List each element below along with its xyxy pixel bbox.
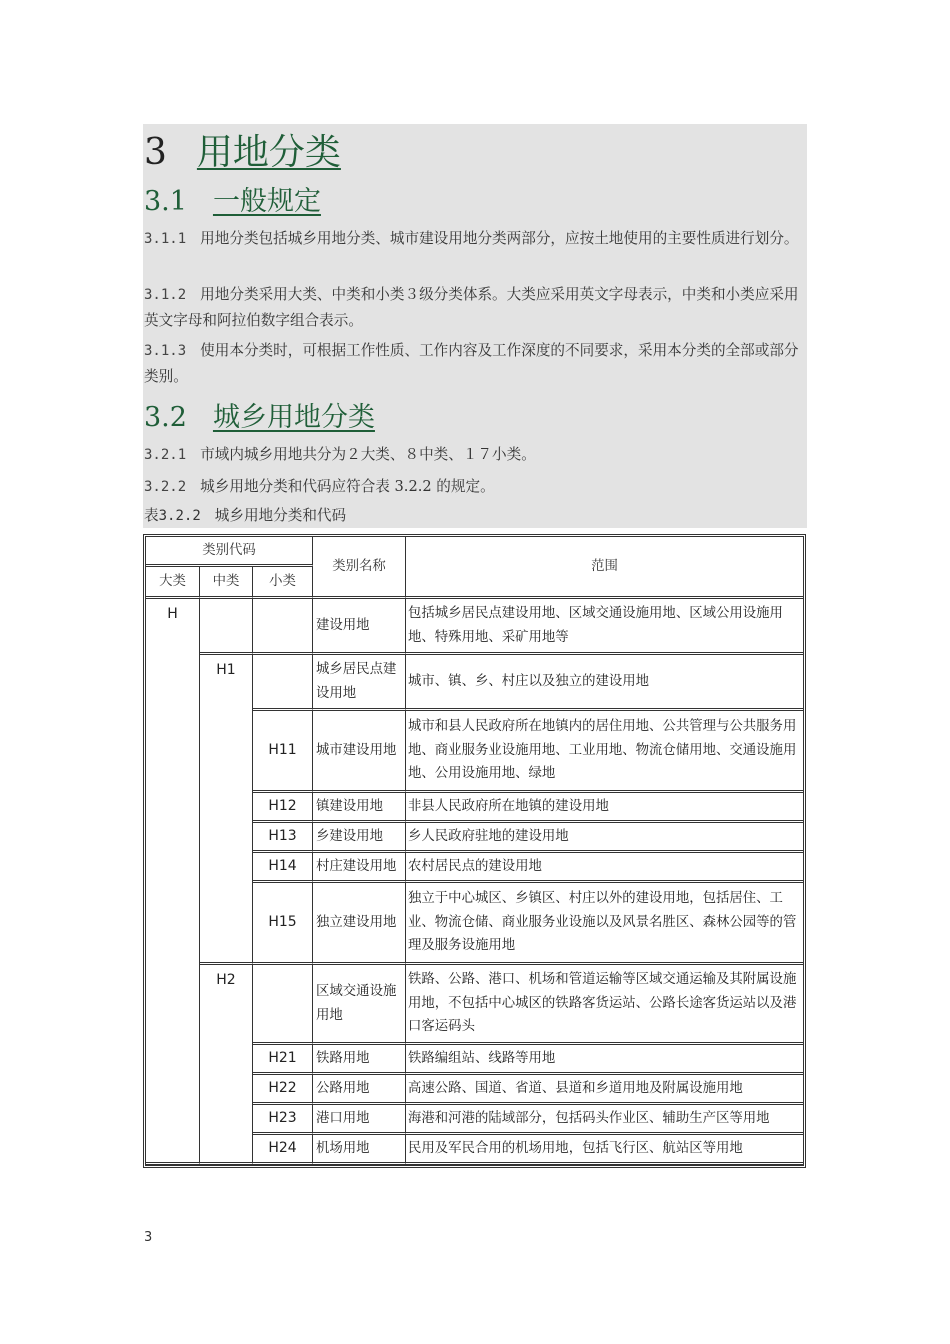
table-row: [146, 965, 803, 1045]
category-name-cell: 乡建设用地: [313, 823, 406, 853]
minor-code-cell: H13: [253, 823, 313, 853]
table-header-row: [146, 537, 803, 567]
name-header: 类别名称: [313, 537, 406, 599]
category-name-cell: 建设用地: [313, 599, 406, 655]
range-cell: 高速公路、国道、省道、县道和乡道用地及附属设施用地: [406, 1075, 803, 1105]
medium-header: 中类: [200, 567, 253, 599]
empty-cell: [200, 599, 253, 655]
range-cell: 包括城乡居民点建设用地、区域交通设施用地、区域公用设施用地、特殊用地、采矿用地等: [406, 599, 803, 655]
empty-cell: [253, 655, 313, 711]
medium-code-cell: H2: [200, 965, 253, 1165]
medium-code-cell: H1: [200, 655, 253, 965]
table-caption-prefix: 表: [144, 507, 159, 524]
chapter-title[interactable]: 用地分类: [196, 132, 341, 173]
clause-number: 3.1.2: [144, 287, 187, 303]
clause-text: 用地分类包括城乡用地分类、城市建设用地分类两部分，应按土地使用的主要性质进行划分。: [200, 230, 799, 247]
minor-code-cell: H22: [253, 1075, 313, 1105]
major-code-cell: H: [146, 599, 200, 1165]
minor-code-cell: H11: [253, 711, 313, 793]
empty-cell: [253, 965, 313, 1045]
clause-3-2-2: [144, 474, 808, 500]
clause-text: 城乡用地分类和代码应符合表 3.2.2 的规定。: [200, 478, 495, 495]
range-cell: 农村居民点的建设用地: [406, 853, 803, 883]
range-cell: 城市、镇、乡、村庄以及独立的建设用地: [406, 655, 803, 711]
clause-text: 用地分类采用大类、中类和小类３级分类体系。大类应采用英文字母表示，中类和小类应采用英文字母和阿拉伯数字组合表示。: [144, 286, 799, 329]
range-cell: 独立于中心城区、乡镇区、村庄以外的建设用地，包括居住、工业、物流仓储、商业服务业设施以及风景名胜区、森林公园等的管理及服务设施用地: [406, 883, 803, 965]
range-cell: 铁路、公路、港口、机场和管道运输等区域交通运输及其附属设施用地，不包括中心城区的铁路客货运站、公路长途客货运站以及港口客运码头: [406, 965, 803, 1045]
range-cell: 城市和县人民政府所在地镇内的居住用地、公共管理与公共服务用地、商业服务业设施用地、工业用地、物流仓储用地、交通设施用地、公用设施用地、绿地: [406, 711, 803, 793]
range-cell: 铁路编组站、线路等用地: [406, 1045, 803, 1075]
category-name-cell: 城乡居民点建设用地: [313, 655, 406, 711]
section-title[interactable]: 一般规定: [212, 186, 321, 217]
category-name-cell: 独立建设用地: [313, 883, 406, 965]
section-title[interactable]: 城乡用地分类: [212, 402, 375, 433]
clause-3-1-1: [144, 226, 808, 252]
range-cell: 民用及军民合用的机场用地，包括飞行区、航站区等用地: [406, 1135, 803, 1165]
category-name-cell: 铁路用地: [313, 1045, 406, 1075]
minor-code-cell: H23: [253, 1105, 313, 1135]
range-header: 范围: [406, 537, 803, 599]
land-classification-table: [143, 534, 806, 1168]
major-header: 大类: [146, 567, 200, 599]
empty-cell: [253, 599, 313, 655]
category-name-cell: 村庄建设用地: [313, 853, 406, 883]
category-name-cell: 机场用地: [313, 1135, 406, 1165]
section-number: 3.2: [144, 402, 187, 433]
category-name-cell: 镇建设用地: [313, 793, 406, 823]
section-number: 3.1: [144, 186, 187, 217]
range-cell: 海港和河港的陆域部分，包括码头作业区、辅助生产区等用地: [406, 1105, 803, 1135]
minor-code-cell: H14: [253, 853, 313, 883]
category-name-cell: 港口用地: [313, 1105, 406, 1135]
table-row: [146, 655, 803, 711]
table-caption-number: 3.2.2: [158, 508, 201, 524]
code-group-header: 类别代码: [146, 537, 313, 567]
clause-number: 3.1.1: [144, 231, 187, 247]
clause-number: 3.2.1: [144, 447, 187, 463]
minor-code-cell: H24: [253, 1135, 313, 1165]
page-number: 3: [144, 1230, 153, 1245]
clause-number: 3.1.3: [144, 343, 187, 359]
minor-code-cell: H12: [253, 793, 313, 823]
range-cell: 非县人民政府所在地镇的建设用地: [406, 793, 803, 823]
clause-3-1-3: [144, 338, 808, 389]
range-cell: 乡人民政府驻地的建设用地: [406, 823, 803, 853]
chapter-number: 3: [144, 132, 167, 173]
clause-3-2-1: [144, 442, 808, 468]
category-name-cell: 区域交通设施用地: [313, 965, 406, 1045]
clause-number: 3.2.2: [144, 479, 187, 495]
table-row: [146, 599, 803, 655]
clause-3-1-2: [144, 282, 808, 333]
table-caption: [144, 505, 544, 527]
clause-text: 市域内城乡用地共分为２大类、８中类、１７小类。: [200, 446, 536, 463]
section-heading-3-2: [144, 399, 375, 437]
clause-text: 使用本分类时，可根据工作性质、工作内容及工作深度的不同要求，采用本分类的全部或部分类别。: [144, 342, 799, 385]
category-name-cell: 城市建设用地: [313, 711, 406, 793]
table-caption-title: 城乡用地分类和代码: [214, 507, 347, 524]
chapter-heading: [144, 128, 341, 178]
minor-code-cell: H21: [253, 1045, 313, 1075]
minor-code-cell: H15: [253, 883, 313, 965]
category-name-cell: 公路用地: [313, 1075, 406, 1105]
minor-header: 小类: [253, 567, 313, 599]
section-heading-3-1: [144, 183, 321, 221]
